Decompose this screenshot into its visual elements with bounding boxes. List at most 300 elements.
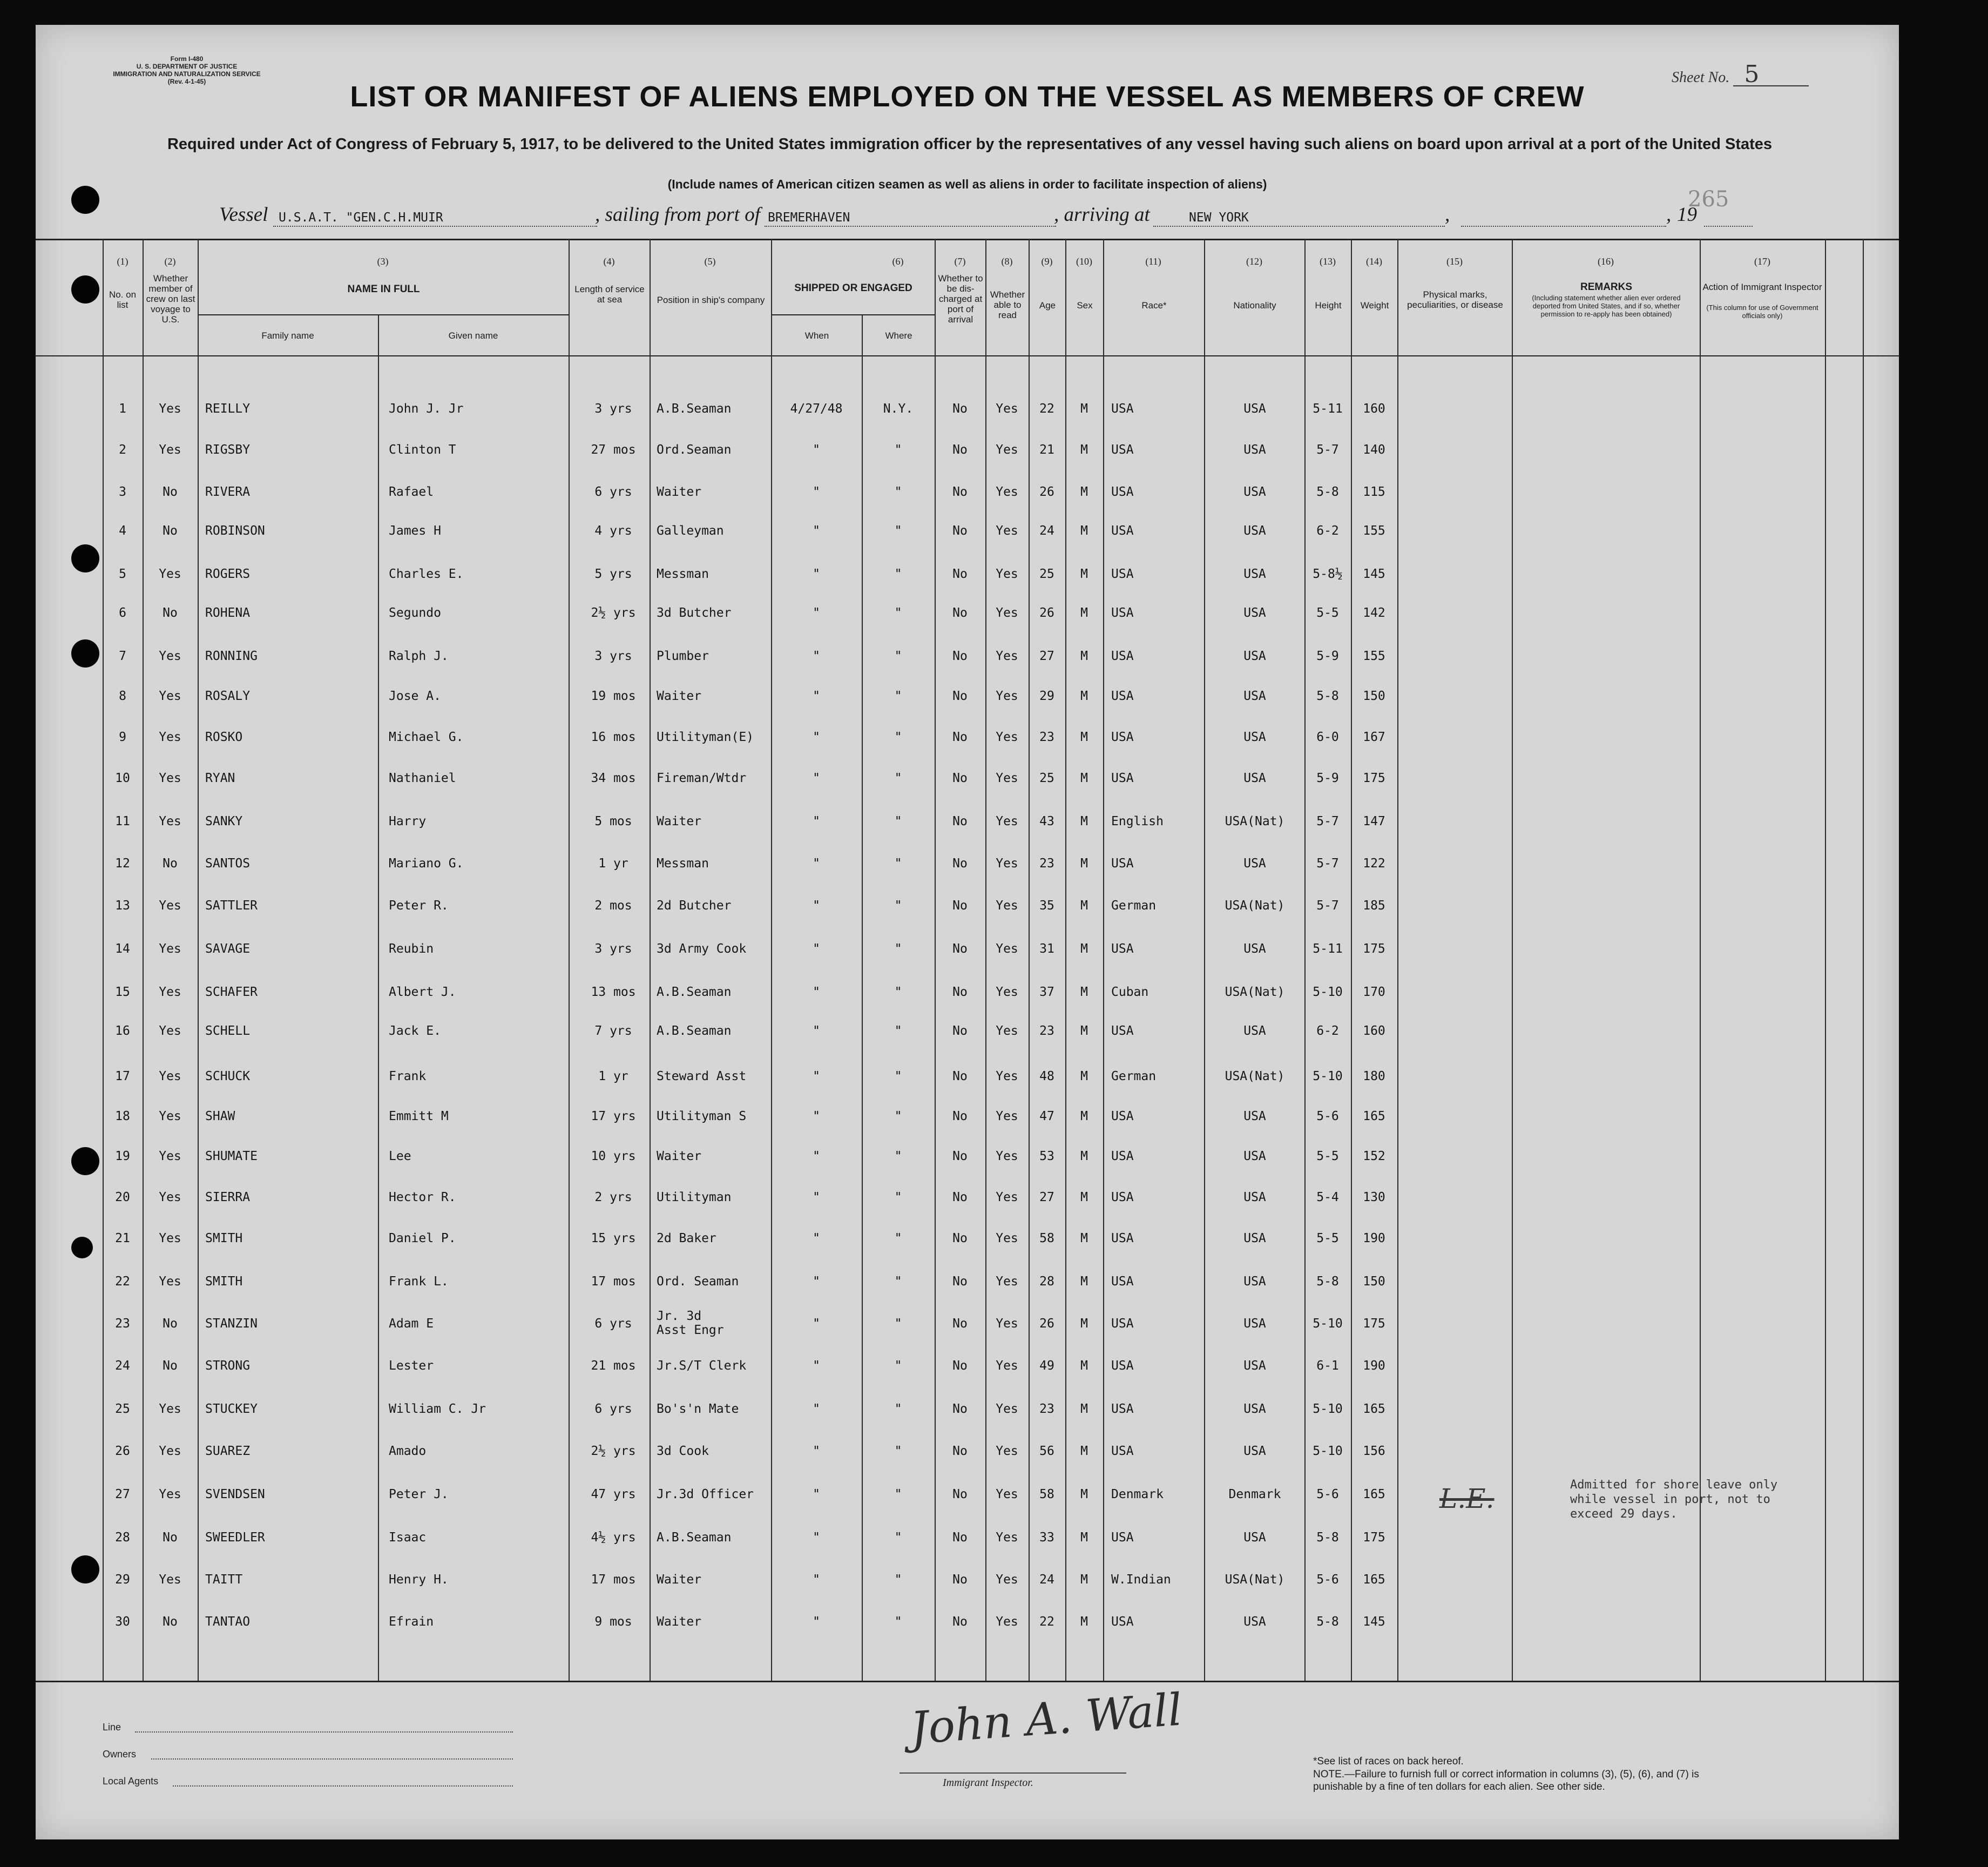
row-given-name: Hector R. bbox=[389, 1190, 456, 1204]
row-weight: 175 bbox=[1363, 1317, 1385, 1331]
header-remarks: REMARKS bbox=[1580, 281, 1633, 293]
row-age: 26 bbox=[1039, 485, 1054, 499]
row-service: 13 mos bbox=[591, 985, 636, 999]
row-nationality: USA bbox=[1243, 567, 1266, 581]
row-when: " bbox=[813, 1487, 820, 1501]
row-height: 5-9 bbox=[1316, 771, 1339, 785]
row-age: 35 bbox=[1039, 899, 1054, 913]
row-given-name: Frank L. bbox=[389, 1275, 449, 1289]
row-family-name: ROGERS bbox=[205, 567, 251, 581]
row-age: 58 bbox=[1039, 1487, 1054, 1501]
row-service: 1 yr bbox=[598, 1069, 628, 1083]
row-discharged: No bbox=[952, 1190, 968, 1204]
row-number: 15 bbox=[115, 985, 130, 999]
column-number: (9) bbox=[1041, 256, 1053, 267]
row-position: Waiter bbox=[657, 814, 702, 828]
row-number: 30 bbox=[115, 1615, 130, 1629]
row-sex: M bbox=[1080, 1024, 1088, 1038]
header-family-name: Family name bbox=[261, 331, 314, 341]
row-nationality: USA bbox=[1243, 1402, 1266, 1416]
row-age: 24 bbox=[1039, 524, 1054, 538]
row-where: " bbox=[894, 649, 902, 663]
row-nationality: USA bbox=[1243, 1444, 1266, 1458]
row-read: Yes bbox=[996, 443, 1018, 457]
row-race: English bbox=[1111, 814, 1164, 828]
column-number: (15) bbox=[1446, 256, 1463, 267]
row-prev-voyage: No bbox=[163, 485, 178, 499]
row-weight: 185 bbox=[1363, 899, 1385, 913]
header-name: NAME IN FULL bbox=[347, 284, 420, 295]
row-when: 4/27/48 bbox=[790, 402, 843, 416]
row-height: 5-4 bbox=[1316, 1190, 1339, 1204]
row-discharged: No bbox=[952, 985, 968, 999]
row-race: USA bbox=[1111, 649, 1134, 663]
row-service: 9 mos bbox=[594, 1615, 632, 1629]
row-number: 28 bbox=[115, 1531, 130, 1545]
row-service: 6 yrs bbox=[594, 1317, 632, 1331]
row-discharged: No bbox=[952, 1444, 968, 1458]
row-height: 5-8 bbox=[1316, 689, 1339, 703]
column-number: (11) bbox=[1145, 256, 1161, 267]
row-sex: M bbox=[1080, 1190, 1088, 1204]
row-position: Utilityman(E) bbox=[657, 730, 754, 744]
row-read: Yes bbox=[996, 1573, 1018, 1587]
row-sex: M bbox=[1080, 1402, 1088, 1416]
row-discharged: No bbox=[952, 649, 968, 663]
row-number: 2 bbox=[119, 443, 126, 457]
row-when: " bbox=[813, 1149, 820, 1163]
row-number: 13 bbox=[115, 899, 130, 913]
row-prev-voyage: No bbox=[163, 606, 178, 620]
row-where: " bbox=[894, 606, 902, 620]
row-family-name: SCHUCK bbox=[205, 1069, 251, 1083]
column-number: (4) bbox=[603, 256, 615, 267]
row-sex: M bbox=[1080, 1573, 1088, 1587]
row-sex: M bbox=[1080, 814, 1088, 828]
row-number: 18 bbox=[115, 1109, 130, 1123]
header-where: Where bbox=[885, 331, 912, 341]
races-note: *See list of races on back hereof. bbox=[1313, 1756, 1464, 1767]
row-race: USA bbox=[1111, 689, 1134, 703]
row-prev-voyage: Yes bbox=[159, 1149, 181, 1163]
row-service: 17 mos bbox=[591, 1573, 636, 1587]
row-position: Fireman/Wtdr bbox=[657, 771, 747, 785]
row-discharged: No bbox=[952, 1573, 968, 1587]
row-family-name: STANZIN bbox=[205, 1317, 258, 1331]
row-family-name: SVENDSEN bbox=[205, 1487, 265, 1501]
row-discharged: No bbox=[952, 1149, 968, 1163]
row-age: 23 bbox=[1039, 857, 1054, 871]
header-prev-voyage: Whether member of crew on last voyage to U.S. bbox=[146, 273, 195, 325]
row-given-name: Efrain bbox=[389, 1615, 434, 1629]
row-age: 28 bbox=[1039, 1275, 1054, 1289]
row-read: Yes bbox=[996, 1069, 1018, 1083]
row-family-name: REILLY bbox=[205, 402, 251, 416]
row-race: USA bbox=[1111, 857, 1134, 871]
row-prev-voyage: No bbox=[163, 1615, 178, 1629]
row-age: 21 bbox=[1039, 443, 1054, 457]
row-nationality: USA bbox=[1243, 1531, 1266, 1545]
row-race: German bbox=[1111, 899, 1157, 913]
row-discharged: No bbox=[952, 1275, 968, 1289]
row-discharged: No bbox=[952, 689, 968, 703]
row-height: 5-10 bbox=[1313, 1069, 1343, 1083]
row-family-name: SUAREZ bbox=[205, 1444, 251, 1458]
row-when: " bbox=[813, 1359, 820, 1373]
row-position: A.B.Seaman bbox=[657, 1024, 732, 1038]
header-height: Height bbox=[1315, 300, 1342, 311]
row-number: 11 bbox=[115, 814, 130, 828]
row-weight: 160 bbox=[1363, 402, 1385, 416]
row-prev-voyage: No bbox=[163, 524, 178, 538]
row-nationality: USA(Nat) bbox=[1225, 814, 1285, 828]
row-prev-voyage: No bbox=[163, 1359, 178, 1373]
row-where: " bbox=[894, 1190, 902, 1204]
row-family-name: ROSKO bbox=[205, 730, 243, 744]
page-title: LIST OR MANIFEST OF ALIENS EMPLOYED ON THE VESSEL AS MEMBERS OF CREW bbox=[350, 80, 1585, 113]
row-read: Yes bbox=[996, 1359, 1018, 1373]
row-prev-voyage: Yes bbox=[159, 1573, 181, 1587]
row-nationality: USA bbox=[1243, 1615, 1266, 1629]
row-sex: M bbox=[1080, 1069, 1088, 1083]
header-no: No. on list bbox=[109, 289, 137, 310]
row-weight: 140 bbox=[1363, 443, 1385, 457]
binder-hole bbox=[71, 186, 99, 214]
row-sex: M bbox=[1080, 1109, 1088, 1123]
row-age: 24 bbox=[1039, 1573, 1054, 1587]
row-height: 5-8 bbox=[1316, 1531, 1339, 1545]
row-family-name: RIVERA bbox=[205, 485, 251, 499]
header-read: Whether able to read bbox=[990, 289, 1025, 320]
row-nationality: USA bbox=[1243, 606, 1266, 620]
sailing-port: BREMERHAVEN bbox=[768, 211, 850, 225]
row-height: 5-10 bbox=[1313, 985, 1343, 999]
row-given-name: Jack E. bbox=[389, 1024, 441, 1038]
row-nationality: USA bbox=[1243, 1149, 1266, 1163]
arriving-port: NEW YORK bbox=[1189, 211, 1249, 225]
row-where: " bbox=[894, 485, 902, 499]
row-number: 14 bbox=[115, 942, 130, 956]
row-read: Yes bbox=[996, 524, 1018, 538]
row-service: 6 yrs bbox=[594, 485, 632, 499]
row-nationality: USA bbox=[1243, 857, 1266, 871]
requirement-text: Required under Act of Congress of February 5, 1917, to be delivered to the United States immigration officer by the representatives of any vessel having such aliens on board upon arrival at a port of the United States bbox=[167, 136, 1773, 153]
row-race: W.Indian bbox=[1111, 1573, 1171, 1587]
row-position: Jr. 3d Asst Engr bbox=[657, 1309, 724, 1337]
row-race: USA bbox=[1111, 606, 1134, 620]
row-prev-voyage: Yes bbox=[159, 689, 181, 703]
row-where: " bbox=[894, 1231, 902, 1245]
row-race: USA bbox=[1111, 1444, 1134, 1458]
row-position: Plumber bbox=[657, 649, 709, 663]
row-sex: M bbox=[1080, 730, 1088, 744]
inspector-caption: Immigrant Inspector. bbox=[943, 1777, 1033, 1789]
column-rule bbox=[1103, 239, 1104, 1681]
row-weight: 155 bbox=[1363, 649, 1385, 663]
row-sex: M bbox=[1080, 771, 1088, 785]
row-family-name: SAVAGE bbox=[205, 942, 251, 956]
row-when: " bbox=[813, 857, 820, 871]
header-given-name: Given name bbox=[448, 331, 498, 341]
row-weight: 165 bbox=[1363, 1573, 1385, 1587]
form-dept: U. S. DEPARTMENT OF JUSTICE bbox=[136, 63, 238, 70]
row-number: 3 bbox=[119, 485, 126, 499]
row-age: 33 bbox=[1039, 1531, 1054, 1545]
row-prev-voyage: Yes bbox=[159, 1190, 181, 1204]
row-family-name: ROBINSON bbox=[205, 524, 265, 538]
row-sex: M bbox=[1080, 606, 1088, 620]
row-read: Yes bbox=[996, 689, 1018, 703]
row-given-name: Peter J. bbox=[389, 1487, 449, 1501]
row-nationality: USA bbox=[1243, 1317, 1266, 1331]
row-when: " bbox=[813, 1573, 820, 1587]
row-height: 5-7 bbox=[1316, 899, 1339, 913]
row-discharged: No bbox=[952, 524, 968, 538]
row-given-name: Lester bbox=[389, 1359, 434, 1373]
row27-remark: Admitted for shore leave only while vessel in port, not to exceed 29 days. bbox=[1570, 1478, 1778, 1521]
row-weight: 165 bbox=[1363, 1487, 1385, 1501]
row-given-name: Clinton T bbox=[389, 443, 456, 457]
row-discharged: No bbox=[952, 1231, 968, 1245]
row-height: 5-11 bbox=[1313, 402, 1343, 416]
row-when: " bbox=[813, 567, 820, 581]
row-number: 24 bbox=[115, 1359, 130, 1373]
row-weight: 190 bbox=[1363, 1359, 1385, 1373]
row-sex: M bbox=[1080, 1615, 1088, 1629]
row-position: Waiter bbox=[657, 689, 702, 703]
row-nationality: USA bbox=[1243, 942, 1266, 956]
row-weight: 167 bbox=[1363, 730, 1385, 744]
row-when: " bbox=[813, 1190, 820, 1204]
row-service: 47 yrs bbox=[591, 1487, 636, 1501]
row-where: " bbox=[894, 771, 902, 785]
row-position: A.B.Seaman bbox=[657, 1531, 732, 1545]
row-nationality: USA(Nat) bbox=[1225, 1573, 1285, 1587]
row-prev-voyage: Yes bbox=[159, 1024, 181, 1038]
row-discharged: No bbox=[952, 1402, 968, 1416]
row-service: 2 mos bbox=[594, 899, 632, 913]
row-given-name: Mariano G. bbox=[389, 857, 464, 871]
column-rule bbox=[1700, 239, 1701, 1681]
row-prev-voyage: Yes bbox=[159, 1402, 181, 1416]
row-nationality: USA bbox=[1243, 524, 1266, 538]
column-number: (10) bbox=[1076, 256, 1092, 267]
row-sex: M bbox=[1080, 524, 1088, 538]
row-weight: 165 bbox=[1363, 1109, 1385, 1123]
row-service: 4 yrs bbox=[594, 524, 632, 538]
row-prev-voyage: Yes bbox=[159, 771, 181, 785]
row-weight: 175 bbox=[1363, 942, 1385, 956]
header-when: When bbox=[804, 331, 829, 341]
row-position: Jr.S/T Clerk bbox=[657, 1359, 747, 1373]
row-discharged: No bbox=[952, 899, 968, 913]
row-age: 23 bbox=[1039, 1402, 1054, 1416]
row-when: " bbox=[813, 1615, 820, 1629]
row-prev-voyage: Yes bbox=[159, 1444, 181, 1458]
row-where: " bbox=[894, 1359, 902, 1373]
row-where: " bbox=[894, 1573, 902, 1587]
row-prev-voyage: Yes bbox=[159, 1275, 181, 1289]
row-sex: M bbox=[1080, 1444, 1088, 1458]
row-where: " bbox=[894, 985, 902, 999]
row-race: USA bbox=[1111, 485, 1134, 499]
row-position: Bo's'n Mate bbox=[657, 1402, 739, 1416]
row-nationality: USA bbox=[1243, 689, 1266, 703]
row-service: 5 yrs bbox=[594, 567, 632, 581]
row-race: USA bbox=[1111, 1190, 1134, 1204]
row-age: 22 bbox=[1039, 1615, 1054, 1629]
row-where: " bbox=[894, 1402, 902, 1416]
row-family-name: SANKY bbox=[205, 814, 243, 828]
row-when: " bbox=[813, 1317, 820, 1331]
row-where: " bbox=[894, 1109, 902, 1123]
row-given-name: Ralph J. bbox=[389, 649, 449, 663]
row-position: 2d Baker bbox=[657, 1231, 716, 1245]
row-nationality: USA bbox=[1243, 730, 1266, 744]
header-weight: Weight bbox=[1360, 300, 1389, 311]
sheet-number-label: Sheet No. bbox=[1672, 69, 1730, 86]
row-number: 4 bbox=[119, 524, 126, 538]
row-sex: M bbox=[1080, 985, 1088, 999]
footer-line-label: Line bbox=[103, 1722, 121, 1733]
row-family-name: RIGSBY bbox=[205, 443, 251, 457]
table-top-rule bbox=[36, 239, 1899, 240]
row-prev-voyage: Yes bbox=[159, 1487, 181, 1501]
header-remarks-sub: (Including statement whether alien ever ordered deported from United States, and if so, whether permission to re-apply has been obtained) bbox=[1532, 294, 1681, 318]
row-age: 47 bbox=[1039, 1109, 1054, 1123]
row-height: 5-6 bbox=[1316, 1109, 1339, 1123]
row-age: 56 bbox=[1039, 1444, 1054, 1458]
header-physical: Physical marks, peculiarities, or disease bbox=[1407, 289, 1503, 310]
row-number: 7 bbox=[119, 649, 126, 663]
row-given-name: William C. Jr bbox=[389, 1402, 486, 1416]
row-number: 26 bbox=[115, 1444, 130, 1458]
row-position: Messman bbox=[657, 567, 709, 581]
row-prev-voyage: Yes bbox=[159, 649, 181, 663]
row-sex: M bbox=[1080, 1359, 1088, 1373]
row-prev-voyage: No bbox=[163, 857, 178, 871]
row-position: Ord.Seaman bbox=[657, 443, 732, 457]
column-rule bbox=[378, 314, 379, 1681]
row-number: 17 bbox=[115, 1069, 130, 1083]
row-nationality: USA bbox=[1243, 649, 1266, 663]
row27-physical-marks: L.E. bbox=[1439, 1483, 1495, 1514]
row-discharged: No bbox=[952, 485, 968, 499]
header-discharged: Whether to be dis-charged at port of arrival bbox=[938, 273, 983, 325]
row-when: " bbox=[813, 1531, 820, 1545]
row-height: 5-7 bbox=[1316, 857, 1339, 871]
row-weight: 156 bbox=[1363, 1444, 1385, 1458]
row-service: 1 yr bbox=[598, 857, 628, 871]
row-weight: 145 bbox=[1363, 1615, 1385, 1629]
row-age: 23 bbox=[1039, 730, 1054, 744]
row-nationality: USA bbox=[1243, 485, 1266, 499]
row-given-name: Amado bbox=[389, 1444, 427, 1458]
header-bottom-rule bbox=[36, 355, 1899, 356]
row-age: 23 bbox=[1039, 1024, 1054, 1038]
header-shipped: SHIPPED OR ENGAGED bbox=[794, 282, 912, 294]
row-given-name: Daniel P. bbox=[389, 1231, 456, 1245]
row-family-name: SATTLER bbox=[205, 899, 258, 913]
row-given-name: Adam E bbox=[389, 1317, 434, 1331]
row-height: 6-1 bbox=[1316, 1359, 1339, 1373]
header-position: Position in ship's company bbox=[657, 295, 765, 305]
row-race: Cuban bbox=[1111, 985, 1149, 999]
column-number: (1) bbox=[117, 256, 129, 267]
row-age: 31 bbox=[1039, 942, 1054, 956]
row-position: Waiter bbox=[657, 485, 702, 499]
row-family-name: SHUMATE bbox=[205, 1149, 258, 1163]
row-service: 17 mos bbox=[591, 1275, 636, 1289]
row-service: 3 yrs bbox=[594, 402, 632, 416]
row-position: Steward Asst bbox=[657, 1069, 747, 1083]
row-number: 8 bbox=[119, 689, 126, 703]
row-service: 19 mos bbox=[591, 689, 636, 703]
arriving-port-field bbox=[1157, 203, 1437, 230]
row-position: Utilityman S bbox=[657, 1109, 747, 1123]
row-weight: 150 bbox=[1363, 689, 1385, 703]
row-where: " bbox=[894, 814, 902, 828]
sailing-port-field bbox=[768, 203, 1049, 230]
form-rev: (Rev. 4-1-45) bbox=[167, 78, 206, 85]
row-prev-voyage: No bbox=[163, 1531, 178, 1545]
row-nationality: USA bbox=[1243, 1109, 1266, 1123]
row-race: USA bbox=[1111, 524, 1134, 538]
row-read: Yes bbox=[996, 567, 1018, 581]
row-nationality: USA bbox=[1243, 402, 1266, 416]
row-height: 6-2 bbox=[1316, 1024, 1339, 1038]
row-height: 6-2 bbox=[1316, 524, 1339, 538]
row-height: 5-9 bbox=[1316, 649, 1339, 663]
row-position: Galleyman bbox=[657, 524, 724, 538]
row-race: USA bbox=[1111, 1615, 1134, 1629]
row-position: Waiter bbox=[657, 1615, 702, 1629]
row-discharged: No bbox=[952, 942, 968, 956]
column-number: (12) bbox=[1246, 256, 1262, 267]
row-read: Yes bbox=[996, 771, 1018, 785]
row-service: 4½ yrs bbox=[591, 1531, 636, 1545]
row-nationality: Denmark bbox=[1228, 1487, 1281, 1501]
row-nationality: USA(Nat) bbox=[1225, 899, 1285, 913]
row-position: Waiter bbox=[657, 1149, 702, 1163]
row-read: Yes bbox=[996, 942, 1018, 956]
row-discharged: No bbox=[952, 1109, 968, 1123]
row-when: " bbox=[813, 1231, 820, 1245]
row-sex: M bbox=[1080, 1231, 1088, 1245]
row-read: Yes bbox=[996, 1444, 1018, 1458]
table-bottom-rule bbox=[36, 1681, 1899, 1682]
row-family-name: RYAN bbox=[205, 771, 235, 785]
column-number: (14) bbox=[1366, 256, 1382, 267]
row-age: 27 bbox=[1039, 1190, 1054, 1204]
row-where: " bbox=[894, 857, 902, 871]
column-rule bbox=[1825, 239, 1826, 1681]
row-position: A.B.Seaman bbox=[657, 402, 732, 416]
row-prev-voyage: Yes bbox=[159, 402, 181, 416]
row-prev-voyage: Yes bbox=[159, 1109, 181, 1123]
row-discharged: No bbox=[952, 606, 968, 620]
row-where: " bbox=[894, 1615, 902, 1629]
row-weight: 175 bbox=[1363, 1531, 1385, 1545]
row-read: Yes bbox=[996, 606, 1018, 620]
row-service: 27 mos bbox=[591, 443, 636, 457]
row-given-name: Isaac bbox=[389, 1531, 427, 1545]
row-discharged: No bbox=[952, 857, 968, 871]
row-read: Yes bbox=[996, 985, 1018, 999]
row-race: USA bbox=[1111, 567, 1134, 581]
column-number: (5) bbox=[704, 256, 716, 267]
row-discharged: No bbox=[952, 730, 968, 744]
